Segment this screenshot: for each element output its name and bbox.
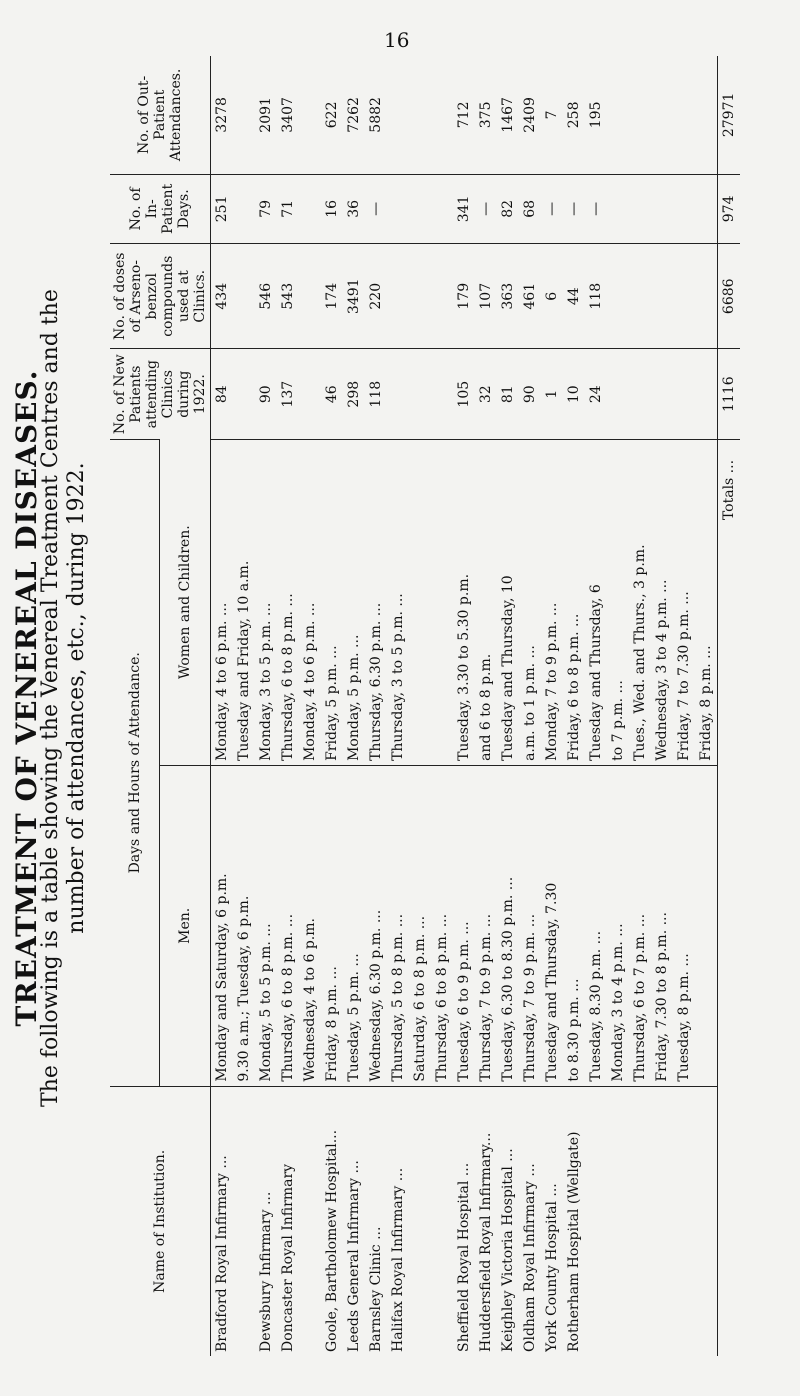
new-patients-cell xyxy=(321,349,453,439)
new-patients-value: 24 xyxy=(588,385,604,404)
women-hours-line: a.m. to 1 p.m. ... xyxy=(522,645,538,761)
in-patient-cell xyxy=(255,174,321,243)
women-hours-line: Wednesday, 3 to 4 p.m. ... xyxy=(654,579,670,761)
arseno-doses-value: 118 xyxy=(588,282,604,310)
out-patient-attendances-value: 2091 xyxy=(258,97,274,133)
institution-name: Barnsley Clinic ... xyxy=(368,1226,384,1352)
in-patient-cell xyxy=(453,174,718,243)
table-row xyxy=(211,56,256,1356)
women-hours-line: Friday, 8 p.m. ... xyxy=(698,645,714,761)
men-hours-line: Tuesday and Thursday, 7.30 xyxy=(544,882,560,1082)
attendance-table xyxy=(110,56,740,1356)
women-hours-line: Thursday, 6 to 8 p.m. ... xyxy=(280,593,296,761)
women-hours-line: Monday, 5 p.m. ... xyxy=(346,634,362,761)
arseno-doses-value: 44 xyxy=(566,287,582,306)
out-patient-attendances-value: 712 xyxy=(456,101,472,129)
out-patient-attendances-value: 1467 xyxy=(500,97,516,133)
arseno-doses-value: 174 xyxy=(324,282,340,310)
institution-name: Bradford Royal Infirmary ... xyxy=(214,1155,230,1352)
new-patients-value: 137 xyxy=(280,380,296,408)
new-patients-value: 90 xyxy=(258,385,274,404)
institutions-cell xyxy=(255,1086,321,1356)
men-hours-line: Thursday, 7 to 9 p.m. ... xyxy=(522,913,538,1082)
women-hours-line: Monday, 3 to 5 p.m. ... xyxy=(258,602,274,761)
out-patient-attendances-value: 5882 xyxy=(368,97,384,133)
in-patient-days-value: — xyxy=(478,201,494,216)
arseno-doses-value: 107 xyxy=(478,282,494,310)
out-patient-attendances-value: 3407 xyxy=(280,97,296,133)
new-patients-value: 298 xyxy=(346,380,362,408)
women-hours-line: Tuesday and Friday, 10 a.m. xyxy=(236,560,252,761)
out-patient-cell xyxy=(211,56,256,174)
institution-name: York County Hospital ... xyxy=(544,1183,560,1352)
header-arseno: No. of doses of Arseno-benzol compounds used at Clinics. xyxy=(110,244,211,349)
page-title: TREATMENT OF VENEREAL DISEASES. xyxy=(10,369,43,1027)
out-patient-attendances-value: 375 xyxy=(478,101,494,129)
women-hours-line: to 7 p.m. ... xyxy=(610,680,626,761)
women-hours-line: Monday, 4 to 6 p.m. ... xyxy=(214,602,230,761)
new-patients-value: 46 xyxy=(324,385,340,404)
in-patient-days-value: 68 xyxy=(522,199,538,218)
new-patients-value: 105 xyxy=(456,380,472,408)
new-patients-value: 90 xyxy=(522,385,538,404)
men-hours-line: Thursday, 7 to 9 p.m. ... xyxy=(478,913,494,1082)
in-patient-days-value: 251 xyxy=(214,195,230,223)
women-hours-line: Friday, 5 p.m. ... xyxy=(324,645,340,761)
men-hours-line: Wednesday, 4 to 6 p.m. xyxy=(302,918,318,1082)
header-new-patients: No. of New Patients attending Clinics during 1922. xyxy=(110,349,211,439)
institution-name: Oldham Royal Infirmary ... xyxy=(522,1163,538,1352)
arseno-doses-value: 461 xyxy=(522,282,538,310)
intro-line-1: The following is a table showing the Venereal Treatment Centres and the xyxy=(38,289,63,1107)
men-hours-line: Monday, 5 to 5 p.m. ... xyxy=(258,923,274,1082)
out-patient-cell xyxy=(453,56,718,174)
out-patient-attendances-value: 7262 xyxy=(346,97,362,133)
new-patients-value: 32 xyxy=(478,385,494,404)
out-patient-attendances-value: 3278 xyxy=(214,97,230,133)
men-cell xyxy=(211,765,256,1086)
out-patient-attendances-value: 258 xyxy=(566,101,582,129)
new-patients-cell xyxy=(211,349,256,439)
new-patients-value: 84 xyxy=(214,385,230,404)
new-patients-value: 1 xyxy=(544,389,560,399)
institution-name: Rotherham Hospital (Wellgate) xyxy=(566,1131,582,1352)
in-patient-days-value: — xyxy=(368,201,384,216)
women-hours-line: Monday, 4 to 6 p.m. ... xyxy=(302,602,318,761)
totals-row xyxy=(718,56,741,1356)
header-in-patient: No. of In-Patient Days. xyxy=(110,174,211,243)
men-hours-line: Thursday, 6 to 7 p.m. ... xyxy=(632,913,648,1082)
arseno-doses-value: 543 xyxy=(280,282,296,310)
new-patients-value: 81 xyxy=(500,385,516,404)
header-men: Men. xyxy=(160,765,211,1086)
men-cell xyxy=(321,765,453,1086)
institutions-cell xyxy=(321,1086,453,1356)
women-cell xyxy=(255,439,321,765)
table-body xyxy=(211,56,718,1356)
arseno-doses-value: 363 xyxy=(500,282,516,310)
institutions-cell xyxy=(453,1086,718,1356)
institutions-cell xyxy=(211,1086,256,1356)
in-patient-cell xyxy=(321,174,453,243)
out-patient-attendances-value: 7 xyxy=(544,110,560,120)
arseno-doses-value: 179 xyxy=(456,282,472,310)
men-hours-line: Thursday, 6 to 8 p.m. ... xyxy=(280,913,296,1082)
institution-name: Huddersfield Royal Infirmary... xyxy=(478,1132,494,1352)
new-patients-value: 118 xyxy=(368,380,384,408)
arseno-cell xyxy=(255,244,321,349)
intro-line-2: number of attendances, etc., during 1922. xyxy=(64,462,89,934)
out-patient-attendances-value: 195 xyxy=(588,101,604,129)
men-cell xyxy=(453,765,718,1086)
men-hours-line: Tuesday, 5 p.m. ... xyxy=(346,953,362,1082)
table-row xyxy=(453,56,718,1356)
women-hours-line: Friday, 6 to 8 p.m. ... xyxy=(566,613,582,761)
arseno-doses-value: 3491 xyxy=(346,278,362,315)
arseno-cell xyxy=(321,244,453,349)
new-patients-cell xyxy=(255,349,321,439)
total-new-patients: 1116 xyxy=(718,349,741,439)
women-cell xyxy=(453,439,718,765)
table-row xyxy=(321,56,453,1356)
arseno-doses-value: 546 xyxy=(258,282,274,310)
total-arseno: 6686 xyxy=(718,244,741,349)
men-hours-line: Thursday, 5 to 8 p.m. ... xyxy=(390,913,406,1082)
women-hours-line: Monday, 7 to 9 p.m. ... xyxy=(544,602,560,761)
new-patients-cell xyxy=(453,349,718,439)
total-out-patient: 27971 xyxy=(718,56,741,174)
institution-name: Keighley Victoria Hospital ... xyxy=(500,1148,516,1352)
institution-name: Halifax Royal Infirmary ... xyxy=(390,1167,406,1352)
men-hours-line: Tuesday, 8.30 p.m. ... xyxy=(588,930,604,1082)
men-hours-line: Monday, 3 to 4 p.m. ... xyxy=(610,923,626,1082)
men-cell xyxy=(255,765,321,1086)
header-institution: Name of Institution. xyxy=(110,1086,211,1356)
in-patient-days-value: — xyxy=(588,201,604,216)
totals-label: Totals ... xyxy=(718,439,741,1356)
men-hours-line: Monday and Saturday, 6 p.m. xyxy=(214,873,230,1082)
men-hours-line: Saturday, 6 to 8 p.m. ... xyxy=(412,915,428,1082)
arseno-doses-value: 220 xyxy=(368,282,384,310)
header-women: Women and Children. xyxy=(160,439,211,765)
out-patient-cell xyxy=(255,56,321,174)
women-cell xyxy=(321,439,453,765)
men-hours-line: Friday, 8 p.m. ... xyxy=(324,966,340,1082)
men-hours-line: 9.30 a.m.; Tuesday, 6 p.m. xyxy=(236,895,252,1082)
men-hours-line: Friday, 7.30 to 8 p.m. ... xyxy=(654,912,670,1082)
men-hours-line: Tuesday, 8 p.m. ... xyxy=(676,953,692,1082)
arseno-doses-value: 434 xyxy=(214,282,230,310)
men-hours-line: to 8.30 p.m. ... xyxy=(566,978,582,1082)
in-patient-days-value: 341 xyxy=(456,195,472,223)
women-hours-line: and 6 to 8 p.m. xyxy=(478,653,494,761)
institution-name: Doncaster Royal Infirmary xyxy=(280,1163,296,1352)
in-patient-days-value: 16 xyxy=(324,199,340,218)
table-row xyxy=(255,56,321,1356)
in-patient-cell xyxy=(211,174,256,243)
institution-name: Goole, Bartholomew Hospital... xyxy=(324,1129,340,1352)
in-patient-days-value: — xyxy=(544,201,560,216)
women-cell xyxy=(211,439,256,765)
men-hours-line: Tuesday, 6 to 9 p.m. ... xyxy=(456,921,472,1082)
in-patient-days-value: 79 xyxy=(258,199,274,218)
women-hours-line: Tuesday and Thursday, 10 xyxy=(500,575,516,761)
women-hours-line: Friday, 7 to 7.30 p.m. ... xyxy=(676,591,692,761)
women-hours-line: Tuesday and Thursday, 6 xyxy=(588,584,604,761)
men-hours-line: Thursday, 6 to 8 p.m. ... xyxy=(434,913,450,1082)
women-hours-line: Thursday, 3 to 5 p.m. ... xyxy=(390,593,406,761)
arseno-cell xyxy=(453,244,718,349)
header-days-hours: Days and Hours of Attendance. xyxy=(110,439,160,1086)
institution-name: Dewsbury Infirmary ... xyxy=(258,1191,274,1352)
new-patients-value: 10 xyxy=(566,385,582,404)
total-in-patient: 974 xyxy=(718,174,741,243)
in-patient-days-value: 71 xyxy=(280,199,296,218)
institution-name: Leeds General Infirmary ... xyxy=(346,1160,362,1352)
men-hours-line: Tuesday, 6.30 to 8.30 p.m. ... xyxy=(500,876,516,1082)
institution-name: Sheffield Royal Hospital ... xyxy=(456,1162,472,1352)
in-patient-days-value: 82 xyxy=(500,199,516,218)
in-patient-days-value: 36 xyxy=(346,199,362,218)
arseno-cell xyxy=(211,244,256,349)
women-hours-line: Tuesday, 3.30 to 5.30 p.m. xyxy=(456,573,472,761)
out-patient-attendances-value: 622 xyxy=(324,101,340,129)
out-patient-attendances-value: 2409 xyxy=(522,97,538,133)
women-hours-line: Tues., Wed. and Thurs., 3 p.m. xyxy=(632,544,648,761)
arseno-doses-value: 6 xyxy=(544,291,560,301)
in-patient-days-value: — xyxy=(566,201,582,216)
women-hours-line: Thursday, 6.30 p.m. ... xyxy=(368,602,384,761)
page-number: 16 xyxy=(384,28,410,52)
out-patient-cell xyxy=(321,56,453,174)
men-hours-line: Wednesday, 6.30 p.m. ... xyxy=(368,909,384,1082)
header-out-patient: No. of Out-Patient Attendances. xyxy=(110,56,211,174)
